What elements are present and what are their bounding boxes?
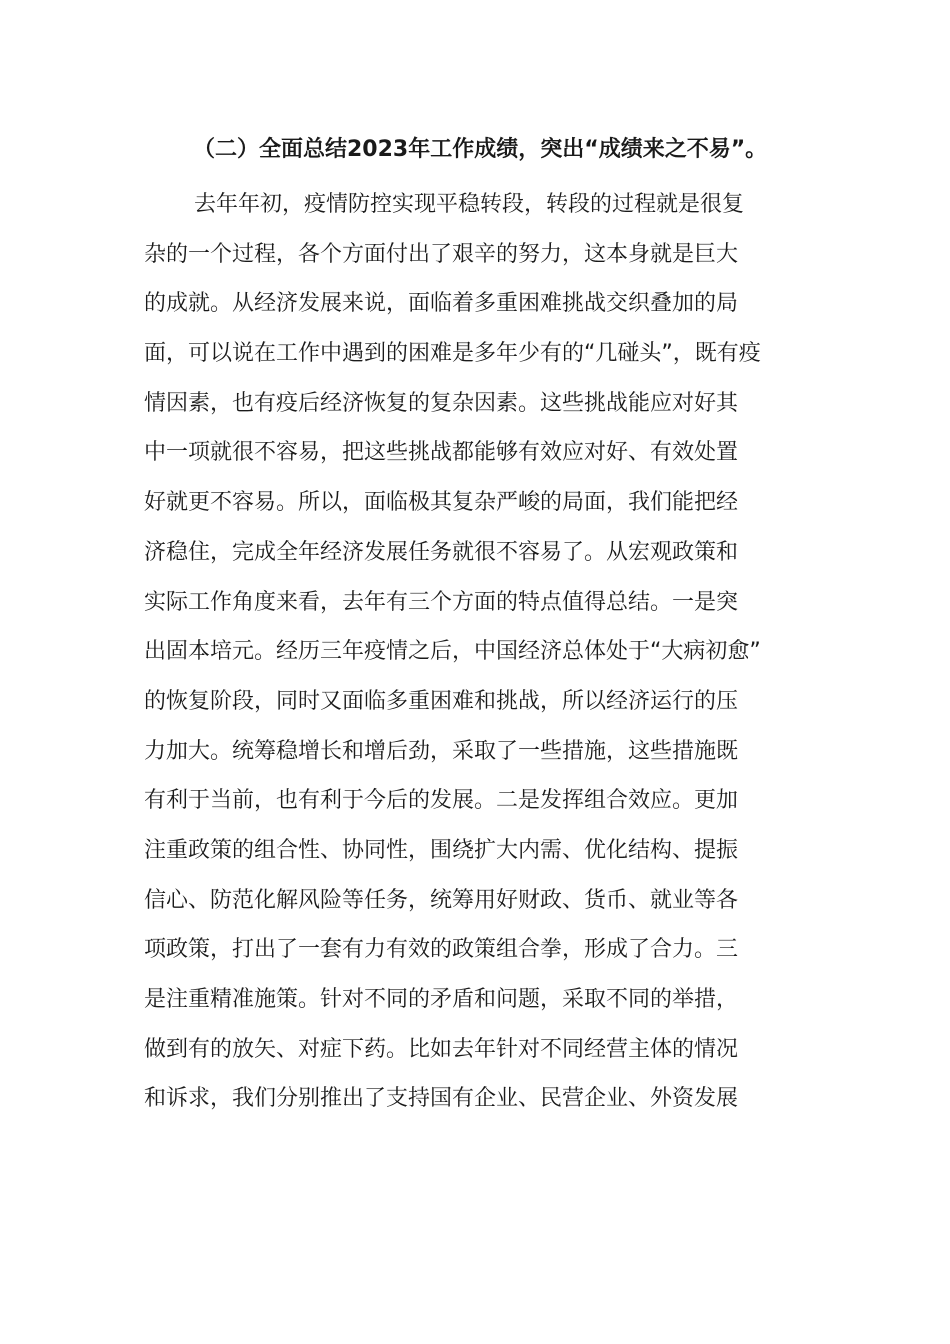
paragraph-line: 有利于当前，也有利于今后的发展。二是发挥组合效应。更加 (144, 788, 739, 814)
paragraph-line: 面，可以说在工作中遇到的困难是多年少有的“几碰头”，既有疫 (144, 341, 761, 367)
paragraph-line: 注重政策的组合性、协同性，围绕扩大内需、优化结构、提振 (144, 837, 739, 863)
paragraph-line: 的恢复阶段，同时又面临多重困难和挑战，所以经济运行的压 (144, 688, 739, 714)
paragraph-line: 实际工作角度来看，去年有三个方面的特点值得总结。一是突 (144, 589, 739, 615)
paragraph-line: 出固本培元。经历三年疫情之后，中国经济总体处于“大病初愈” (144, 639, 761, 665)
paragraph-line: 信心、防范化解风险等任务，统筹用好财政、货币、就业等各 (144, 887, 739, 913)
paragraph-line: 和诉求，我们分别推出了支持国有企业、民营企业、外资发展 (144, 1086, 739, 1112)
paragraph-line: 是注重精准施策。针对不同的矛盾和问题，采取不同的举措， (144, 987, 739, 1012)
paragraph-line: 去年年初，疫情防控实现平稳转段，转段的过程就是很复 (194, 192, 745, 217)
paragraph-line: 济稳住，完成全年经济发展任务就很不容易了。从宏观政策和 (144, 539, 739, 565)
paragraph-line: 杂的一个过程，各个方面付出了艰辛的努力，这本身就是巨大 (144, 241, 739, 267)
paragraph-line: 中一项就很不容易，把这些挑战都能够有效应对好、有效处置 (144, 440, 739, 466)
section-heading: （二）全面总结2023年工作成绩，突出“成绩来之不易”。 (193, 137, 768, 162)
body-paragraph (144, 180, 814, 1124)
paragraph-line: 的成就。从经济发展来说，面临着多重困难挑战交织叠加的局 (144, 291, 739, 317)
paragraph-line: 情因素，也有疫后经济恢复的复杂因素。这些挑战能应对好其 (144, 390, 739, 416)
paragraph-line: 项政策，打出了一套有力有效的政策组合拳，形成了合力。三 (144, 937, 739, 963)
paragraph-line: 做到有的放矢、对症下药。比如去年针对不同经营主体的情况 (144, 1036, 739, 1062)
paragraph-line: 好就更不容易。所以，面临极其复杂严峻的局面，我们能把经 (144, 490, 739, 516)
paragraph-line: 力加大。统筹稳增长和增后劲，采取了一些措施，这些措施既 (144, 738, 739, 764)
